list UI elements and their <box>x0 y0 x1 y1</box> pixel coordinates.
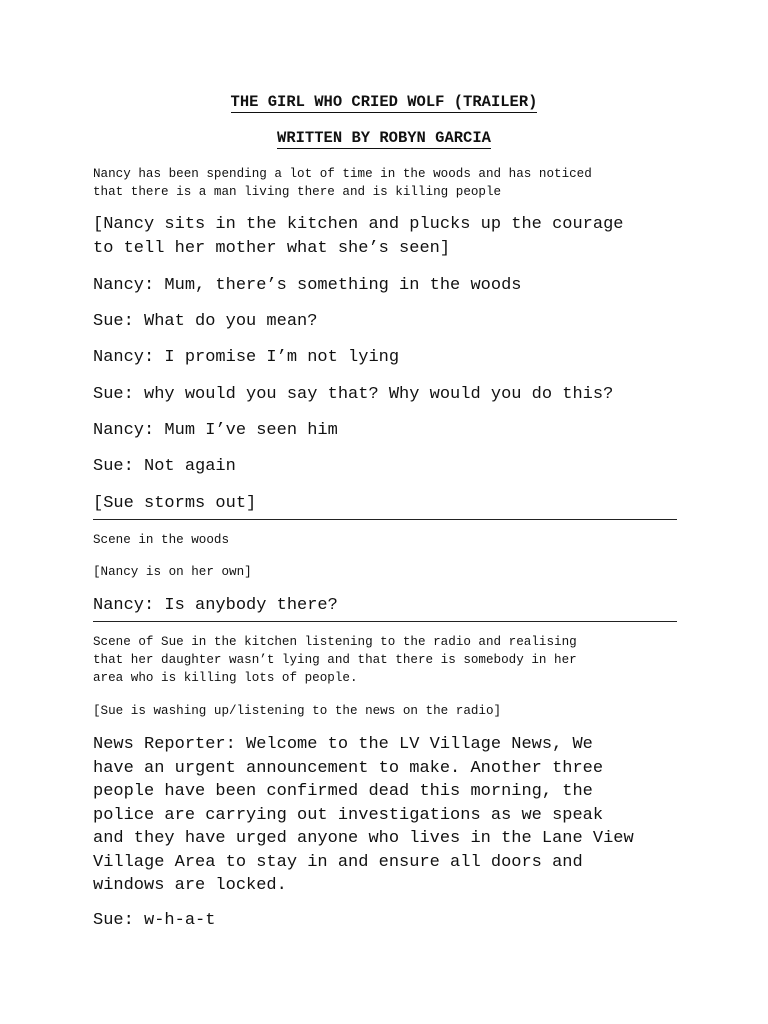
dialogue-line: Sue: Not again <box>93 457 236 476</box>
scene-heading: Scene in the woods <box>93 533 230 547</box>
stage-direction: [Sue storms out] <box>93 494 257 513</box>
dialogue-line: News Reporter: Welcome to the LV Village News, We have an urgent announcement to make. Another three people have been confirmed dead this morning, the police are carrying out investigations as we speak and they have urged anyone who lives in the Lane View Village Area to stay in and ensure all doors and windows are locked. <box>93 735 634 895</box>
title-text: THE GIRL WHO CRIED WOLF (TRAILER) <box>230 93 538 111</box>
dialogue-line: Sue: What do you mean? <box>93 312 318 331</box>
dialogue-line: Sue: w-h-a-t <box>93 911 216 930</box>
document-title <box>0 93 768 111</box>
scene-description: Scene of Sue in the kitchen listening to the radio and realising that her daughter wasn’t lying and that there is somebody in her area who is killing lots of people. <box>93 635 577 685</box>
stage-direction: [Nancy is on her own] <box>93 565 252 579</box>
stage-direction: [Nancy sits in the kitchen and plucks up the courage to tell her mother what she’s seen] <box>93 215 624 258</box>
scene-divider <box>93 519 677 520</box>
stage-direction: [Sue is washing up/listening to the news on the radio] <box>93 704 502 718</box>
author-byline <box>0 129 768 147</box>
dialogue-line: Nancy: Mum I’ve seen him <box>93 421 338 440</box>
dialogue-line: Nancy: Is anybody there? <box>93 596 338 615</box>
dialogue-line: Nancy: Mum, there’s something in the woods <box>93 276 522 295</box>
dialogue-line: Nancy: I promise I’m not lying <box>93 348 400 367</box>
dialogue-line: Sue: why would you say that? Why would you do this? <box>93 385 614 404</box>
scene-divider <box>93 621 677 622</box>
scene-description: Nancy has been spending a lot of time in the woods and has noticed that there is a man living there and is killing people <box>93 167 592 199</box>
byline-text: WRITTEN BY ROBYN GARCIA <box>277 129 491 147</box>
